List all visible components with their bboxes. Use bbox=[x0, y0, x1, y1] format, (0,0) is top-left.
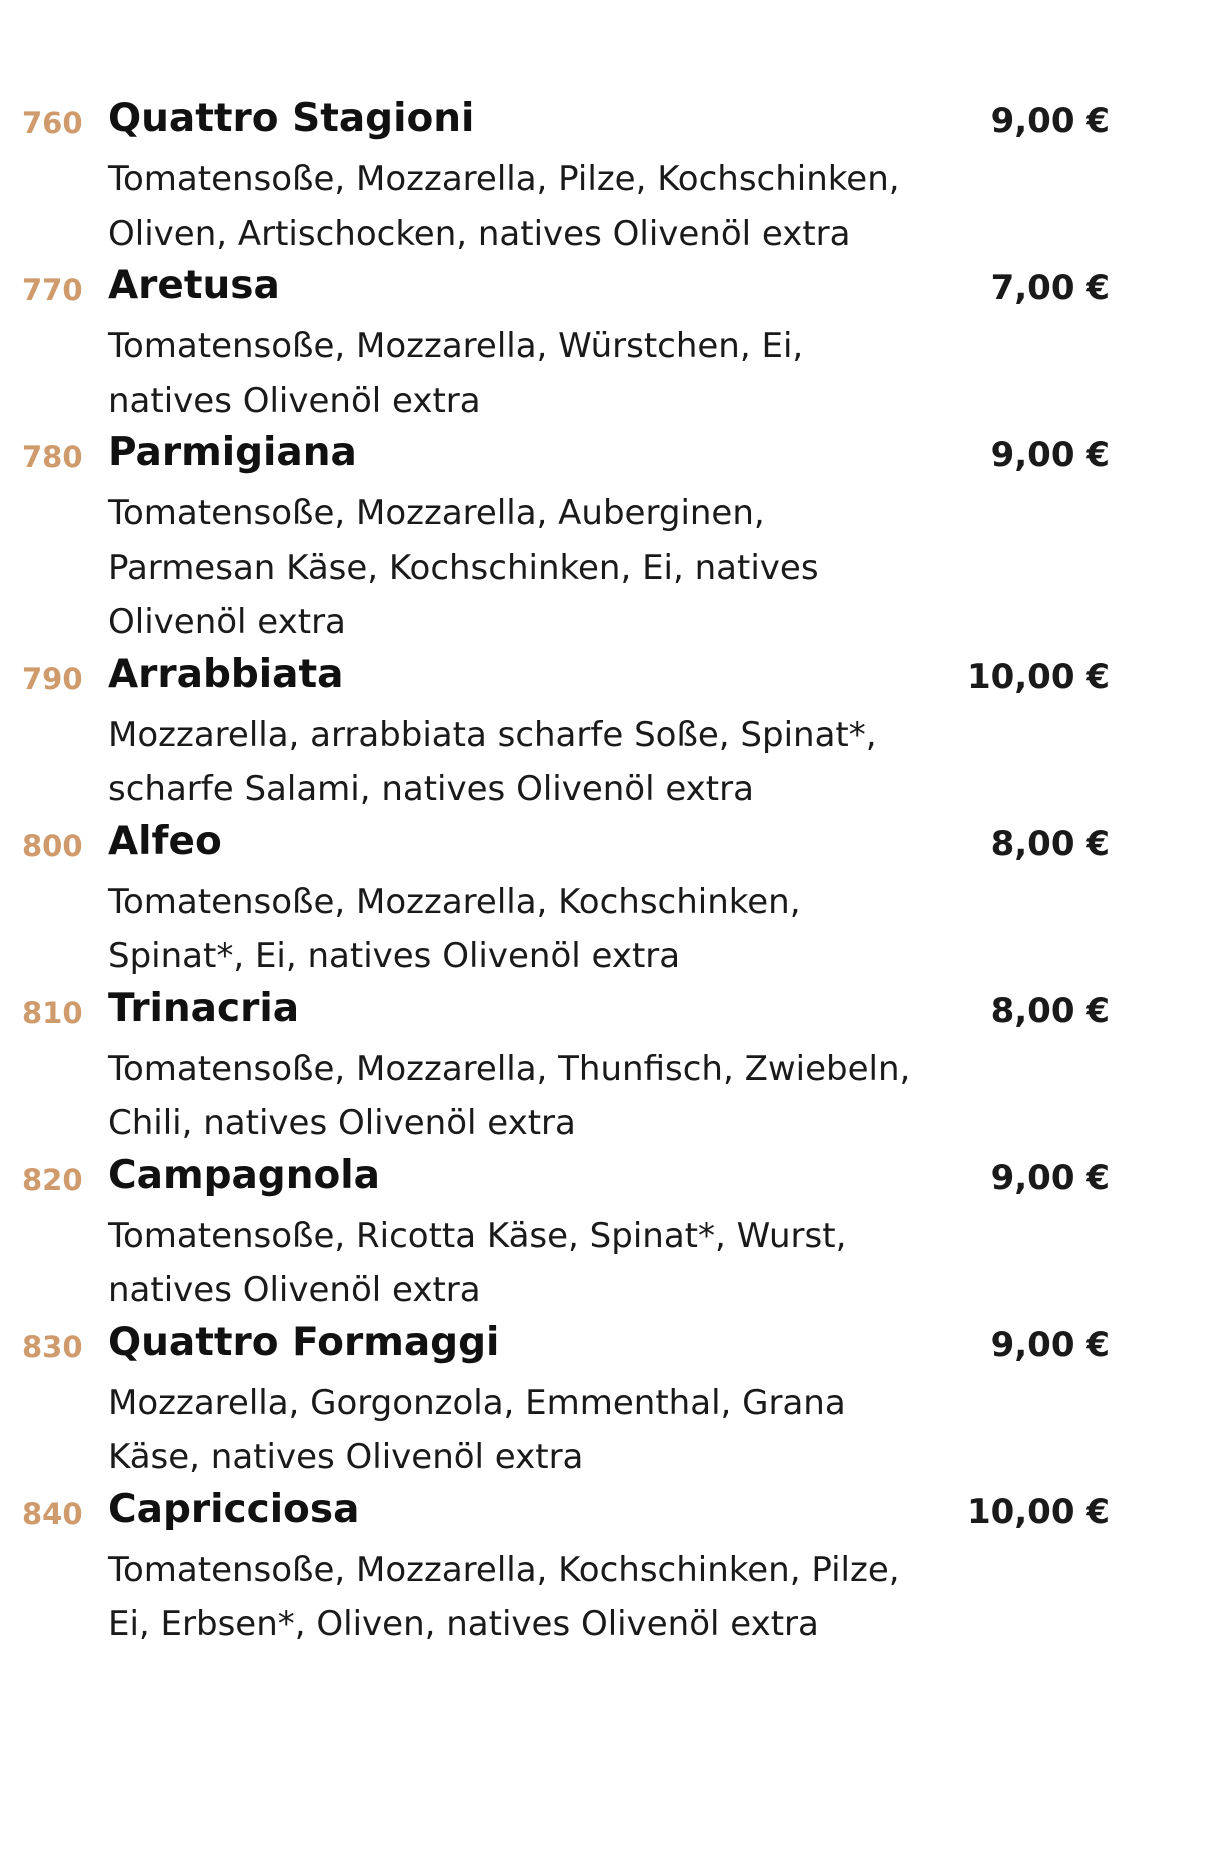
item-description bbox=[108, 1376, 948, 1485]
item-number: 810 bbox=[22, 995, 83, 1030]
description-line: Tomatensoße, Mozzarella, Auberginen, bbox=[108, 493, 765, 533]
item-price: 9,00 € bbox=[990, 1324, 1110, 1365]
item-name: Campagnola bbox=[108, 1152, 380, 1198]
item-number: 840 bbox=[22, 1496, 83, 1531]
item-price: 7,00 € bbox=[990, 268, 1110, 308]
item-price: 9,00 € bbox=[990, 435, 1110, 475]
menu-item-header bbox=[0, 261, 1212, 319]
menu-item-header bbox=[0, 984, 1212, 1042]
description-line: Tomatensoße, Mozzarella, Pilze, Kochschinken, bbox=[108, 159, 900, 199]
description-line: Tomatensoße, Mozzarella, Kochschinken, Pilze, bbox=[108, 1549, 900, 1590]
item-name: Parmigiana bbox=[108, 430, 357, 475]
menu-item bbox=[0, 261, 1212, 428]
menu-item-header bbox=[0, 428, 1212, 486]
item-name: Arrabbiata bbox=[108, 651, 344, 697]
item-number: 770 bbox=[22, 273, 83, 307]
item-description bbox=[108, 152, 948, 261]
item-number: 830 bbox=[22, 1329, 83, 1364]
item-description bbox=[108, 708, 948, 817]
description-line: Parmesan Käse, Kochschinken, Ei, natives bbox=[108, 547, 819, 588]
menu-item-header bbox=[0, 1485, 1212, 1543]
description-line: Käse, natives Olivenöl extra bbox=[108, 1437, 584, 1477]
menu-item-header bbox=[0, 94, 1212, 152]
menu-item bbox=[0, 1318, 1212, 1485]
description-line: scharfe Salami, natives Olivenöl extra bbox=[108, 769, 754, 809]
item-description bbox=[108, 875, 948, 984]
pizza-menu-list bbox=[0, 94, 1212, 1652]
item-number: 760 bbox=[22, 106, 83, 140]
menu-item-header bbox=[0, 1151, 1212, 1209]
description-line: Tomatensoße, Mozzarella, Kochschinken, bbox=[108, 881, 801, 922]
item-price: 9,00 € bbox=[990, 101, 1110, 141]
menu-item bbox=[0, 984, 1212, 1151]
description-line: Olivenöl extra bbox=[108, 602, 346, 642]
menu-item bbox=[0, 94, 1212, 261]
item-price: 8,00 € bbox=[990, 990, 1110, 1031]
description-line: Chili, natives Olivenöl extra bbox=[108, 1103, 576, 1143]
description-line: Oliven, Artischocken, natives Olivenöl extra bbox=[108, 213, 851, 254]
description-line: Spinat*, Ei, natives Olivenöl extra bbox=[108, 936, 681, 976]
item-name: Capricciosa bbox=[108, 1486, 360, 1532]
item-price: 10,00 € bbox=[966, 1491, 1110, 1532]
item-price: 10,00 € bbox=[966, 656, 1110, 697]
item-number: 800 bbox=[22, 828, 83, 863]
menu-item-header bbox=[0, 650, 1212, 708]
menu-item-header bbox=[0, 1318, 1212, 1376]
item-description bbox=[108, 486, 948, 650]
description-line: natives Olivenöl extra bbox=[108, 380, 481, 421]
menu-item bbox=[0, 650, 1212, 817]
description-line: Tomatensoße, Ricotta Käse, Spinat*, Wurst, bbox=[108, 1215, 847, 1256]
item-name: Quattro Formaggi bbox=[108, 1319, 500, 1365]
item-number: 790 bbox=[22, 661, 83, 696]
item-number: 780 bbox=[22, 440, 83, 474]
item-name: Quattro Stagioni bbox=[108, 96, 475, 141]
item-number: 820 bbox=[22, 1162, 83, 1197]
menu-item-header bbox=[0, 817, 1212, 875]
item-price: 8,00 € bbox=[990, 823, 1110, 864]
item-name: Alfeo bbox=[108, 818, 222, 864]
menu-item bbox=[0, 428, 1212, 650]
item-name: Aretusa bbox=[108, 263, 280, 308]
description-line: Ei, Erbsen*, Oliven, natives Olivenöl extra bbox=[108, 1604, 819, 1644]
description-line: natives Olivenöl extra bbox=[108, 1270, 481, 1310]
description-line: Mozzarella, arrabbiata scharfe Soße, Spinat*, bbox=[108, 714, 877, 755]
menu-item bbox=[0, 1485, 1212, 1652]
item-description bbox=[108, 1543, 948, 1652]
menu-item bbox=[0, 1151, 1212, 1318]
item-name: Trinacria bbox=[108, 985, 300, 1031]
description-line: Mozzarella, Gorgonzola, Emmenthal, Grana bbox=[108, 1382, 846, 1423]
item-description bbox=[108, 319, 948, 428]
item-description bbox=[108, 1209, 948, 1318]
description-line: Tomatensoße, Mozzarella, Würstchen, Ei, bbox=[108, 326, 804, 366]
item-description bbox=[108, 1042, 948, 1151]
description-line: Tomatensoße, Mozzarella, Thunfisch, Zwiebeln, bbox=[108, 1048, 911, 1089]
item-price: 9,00 € bbox=[990, 1157, 1110, 1198]
menu-item bbox=[0, 817, 1212, 984]
